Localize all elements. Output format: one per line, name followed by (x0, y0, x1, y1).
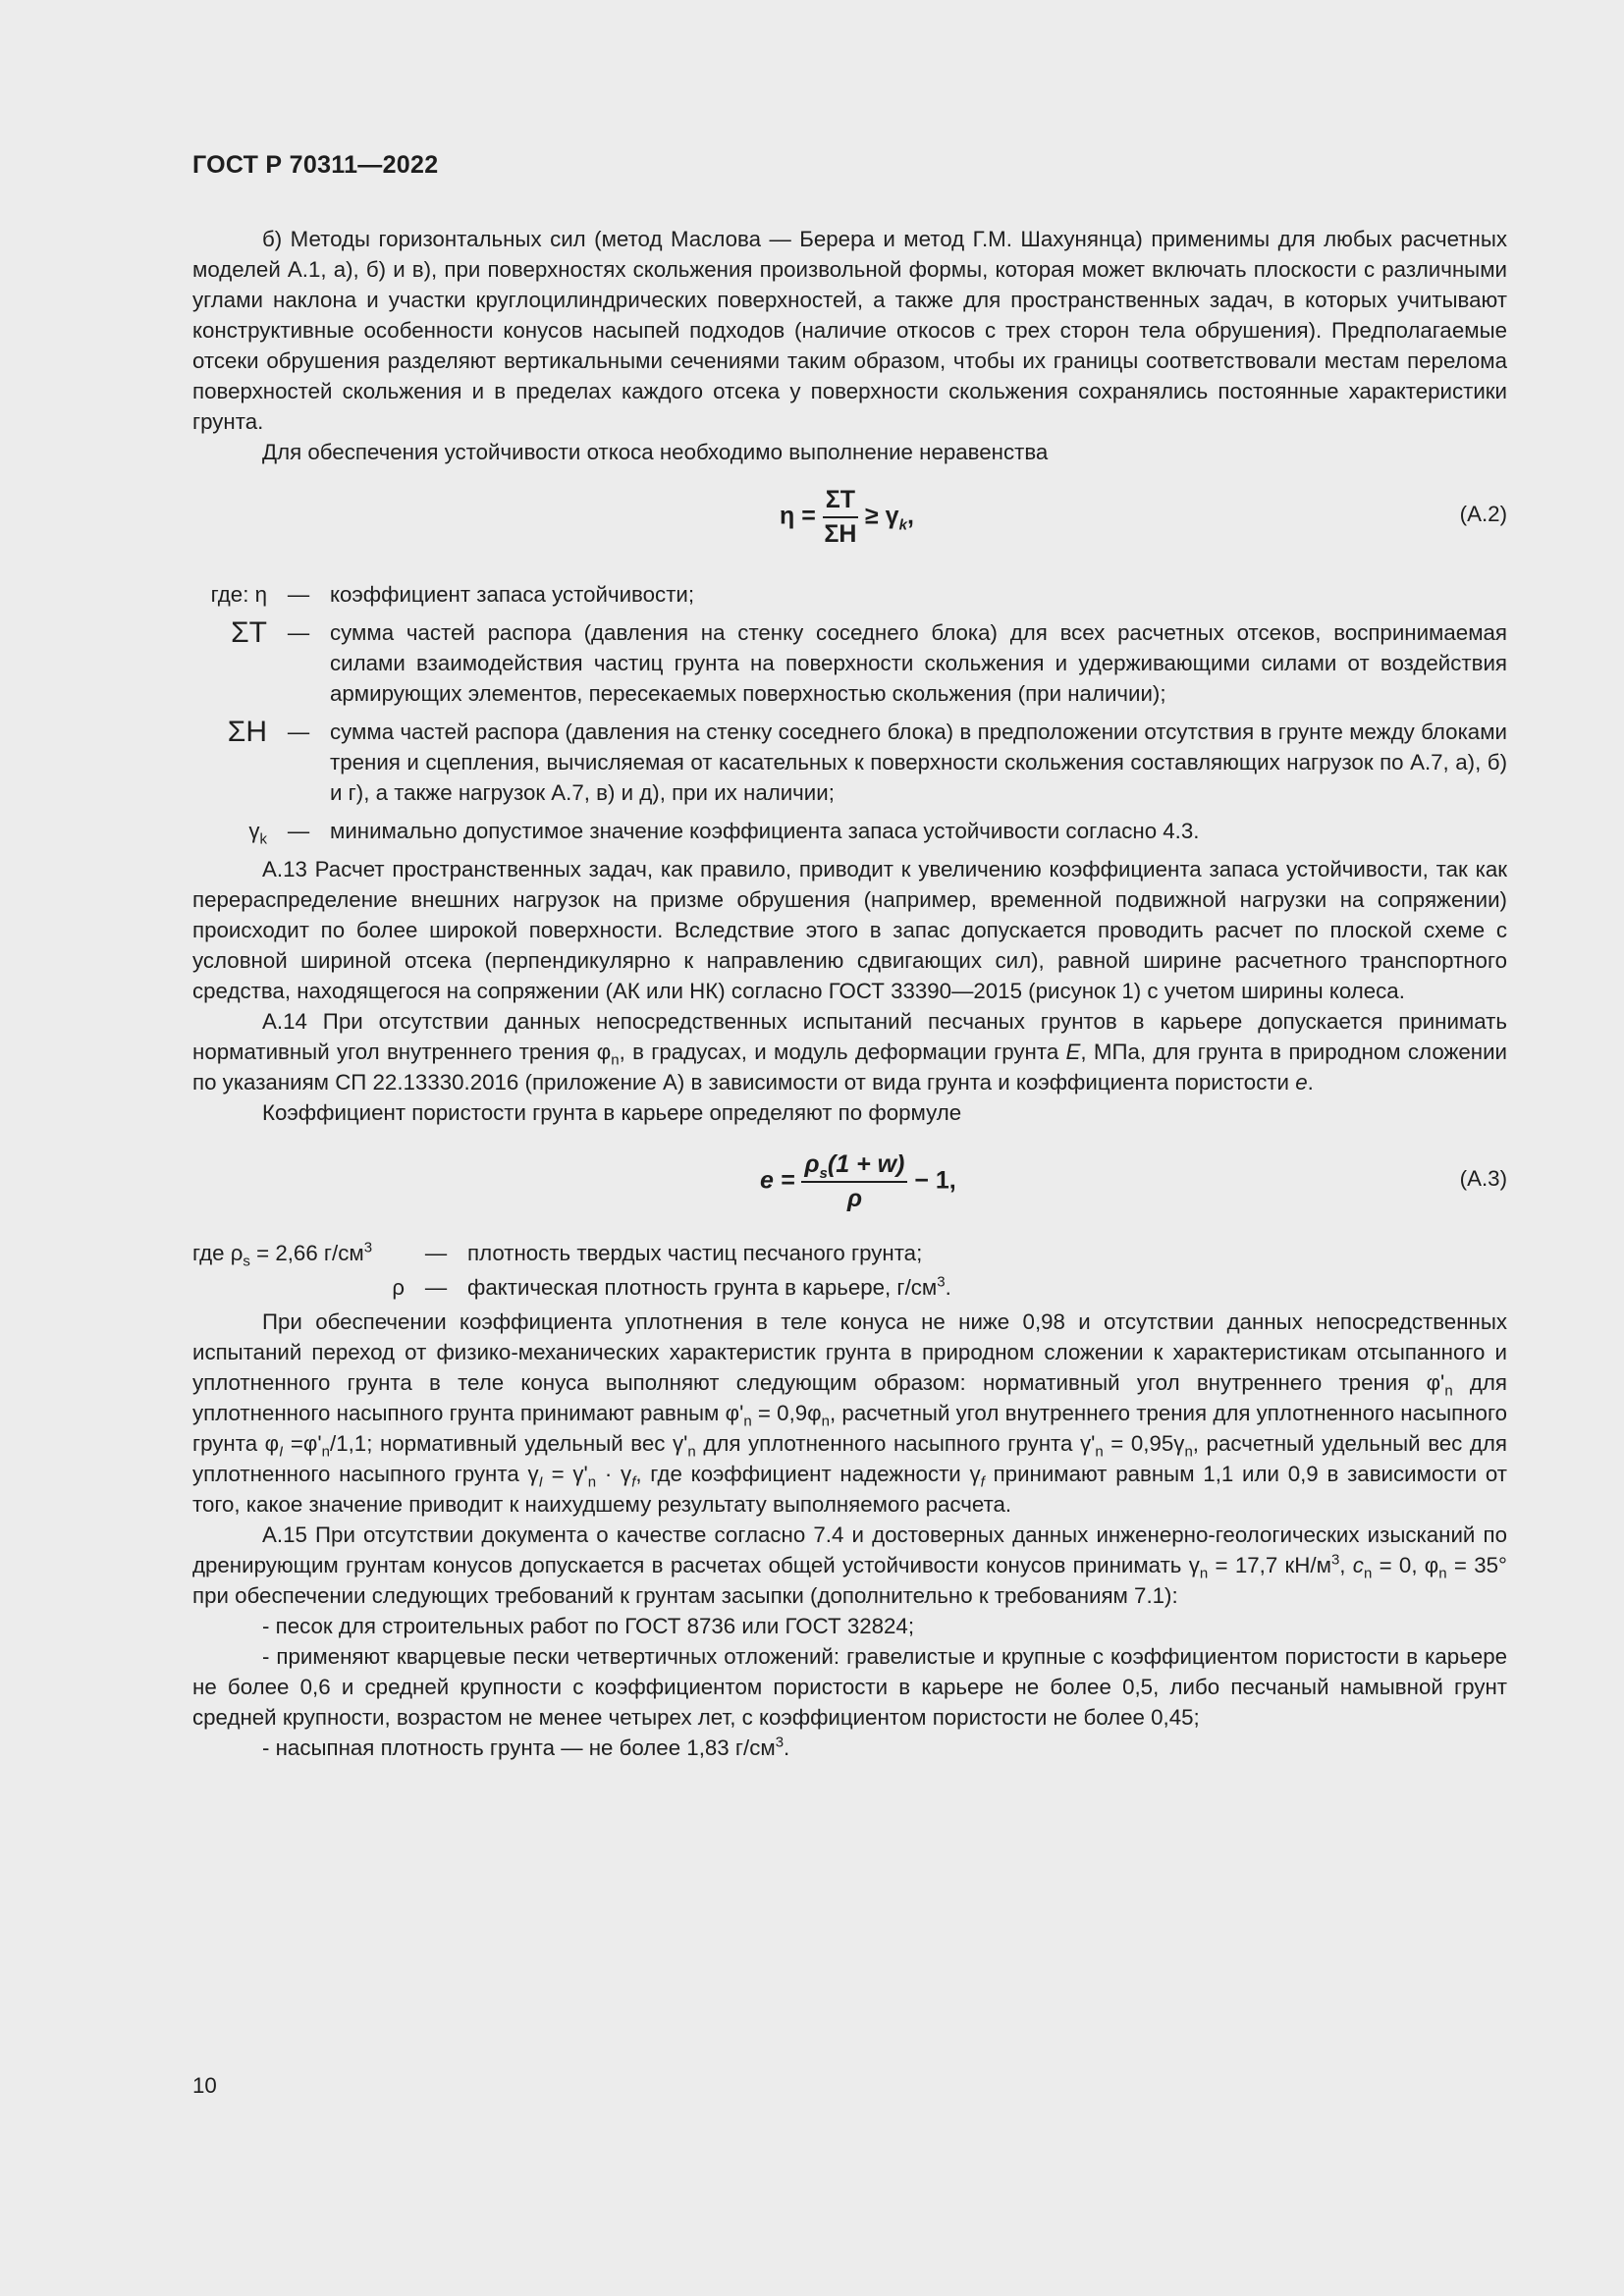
definition-dash: — (287, 819, 310, 843)
paragraph-a15: А.15 При отсутствии документа о качестве согласно 7.4 и достоверных данных инженерно-геологических изысканий по дренирующим грунтам конусов допускается в расчетах общей устойчивости конусов принимать $\gamma_n = 17,7$ $кН/м^3$, $c_n = 0$, $\varphi_n = 35^\circ$ при обеспечении следующих требований к грунтам засыпки (дополнительно к требованиям 7.1): (192, 1522, 1507, 1608)
formula-a2-number: (А.2) (1459, 502, 1507, 526)
definition-rho-s-text: плотность твердых частиц песчаного грунта; (467, 1241, 923, 1265)
formula-a2-fraction (823, 485, 858, 550)
definition-dash: — (287, 582, 310, 607)
paragraph-horizontal-forces: б) Методы горизонтальных сил (метод Маслова — Берера и метод Г.М. Шахунянца) применимы для любых расчетных моделей А.1, а), б) и в), при поверхностях скольжения произвольной формы, которая может включать плоскости с различными углами наклона и участки круглоцилиндрических поверхностей, а также для пространственных задач, в которых учитывают конструктивные особенности конусов насыпей подходов (наличие откосов с трех сторон тела обрушения). Предполагаемые отсеки обрушения разделяют вертикальными сечениями таким образом, чтобы их границы соответствовали местам перелома поверхностей скольжения и в пределах каждого отсека у поверхности скольжения сохранялись постоянные характеристики грунта. (192, 227, 1507, 434)
formula-a2-rhs-end: , (906, 502, 914, 530)
list-item: - применяют кварцевые пески четвертичных отложений: гравелистые и крупные с коэффициентом пористости в карьере не более 0,6 и средней крупности с коэффициентом пористости в карьере не более 0,5, либо песчаный намывной грунт средней крупности, возрастом не менее четырех лет, с коэффициентом пористости не более 0,45; (192, 1644, 1507, 1730)
definition-rho-symbol: ρ (392, 1275, 405, 1300)
requirements-list (192, 1611, 1507, 1763)
definition-eta (192, 579, 1507, 610)
gamma-subscript: k (259, 830, 267, 848)
document-body (192, 224, 1507, 1763)
definition-rho-text: фактическая плотность грунта в карьере, $г/см^3$. (467, 1273, 951, 1300)
document-header: ГОСТ Р 70311—2022 (192, 151, 439, 179)
paragraph-porosity-intro: Коэффициент пористости грунта в карьере определяют по формуле (262, 1100, 962, 1125)
formula-a3-rhs: − 1, (914, 1166, 956, 1195)
gamma-symbol: γ (248, 819, 260, 843)
formula-a2-lhs: η = (780, 502, 816, 530)
formula-a3-numerator: $\rho_s(1 + w)$ (801, 1149, 907, 1183)
formula-a3-expression (760, 1149, 956, 1214)
definition-sum-h (192, 717, 1507, 808)
formula-a2-expression (780, 485, 914, 550)
definition-eta-text: коэффициент запаса устойчивости; (330, 582, 695, 607)
definition-rho-s-symbol: где $\rho_s = 2,66$ $г/см^3$ (192, 1239, 373, 1270)
paragraph-a13: А.13 Расчет пространственных задач, как правило, приводит к увеличению коэффициента запаса устойчивости, так как перераспределение внешних нагрузок на призме обрушения (например, временной подвижной нагрузки на сопряжении) происходит по более широкой поверхности. Вследствие этого в запас допускается проводить расчет по плоской схеме с условной шириной отсека (перпендикулярно к направлению сдвигающих сил), равной ширине расчетного транспортного средства, находящегося на сопряжении (АК или НК) согласно ГОСТ 33390—2015 (рисунок 1) с учетом ширины колеса. (192, 857, 1507, 1003)
list-item: - песок для строительных работ по ГОСТ 8736 или ГОСТ 32824; (262, 1614, 915, 1638)
definition-rho-s (192, 1238, 1507, 1268)
definitions-a2 (192, 579, 1507, 846)
definition-rho (192, 1272, 1507, 1303)
definition-gamma-k-symbol (192, 816, 267, 846)
formula-a3-fraction (801, 1149, 907, 1214)
definitions-a3 (192, 1238, 1507, 1303)
page-number: 10 (192, 2073, 217, 2098)
formula-a3-number: (А.3) (1459, 1166, 1507, 1191)
definition-sum-t-symbol: ΣT (231, 616, 267, 649)
paragraph-inequality-intro: Для обеспечения устойчивости откоса необходимо выполнение неравенства (262, 440, 1049, 464)
definition-sum-t (192, 617, 1507, 709)
formula-a2-rhs-sub: k (898, 516, 907, 534)
formula-a2-numerator: ΣT (823, 485, 858, 518)
paragraph-compaction: При обеспечении коэффициента уплотнения в теле конуса не ниже 0,98 и отсутствии данных непосредственных испытаний переход от физико-механических характеристик грунта в природном сложении к характеристикам отсыпанного и уплотненного грунта в теле конуса выполняют следующим образом: нормативный угол внутреннего трения $\varphi'_n$ для уплотненного насыпного грунта принимают равным $\varphi'_n = 0,9\varphi_n$, расчетный угол внутреннего трения для уплотненного насыпного грунта $\varphi_I =\varphi'_n/1,1$; нормативный удельный вес $\gamma'_n$ для уплотненного насыпного грунта $\gamma'_n = 0,95\gamma_n$, расчетный удельный вес для уплотненного насыпного грунта $\gamma_I = \gamma'_n \cdot \gamma_f$, где коэффициент надежности $\gamma_f$ принимают равным 1,1 или 0,9 в зависимости от того, какое значение приводит к наихудшему результату выполняемого расчета. (192, 1309, 1508, 1517)
definition-sum-h-symbol: ΣH (227, 716, 267, 748)
definition-gamma-k-text: минимально допустимое значение коэффициента запаса устойчивости согласно 4.3. (330, 819, 1200, 843)
definition-sum-t-text: сумма частей распора (давления на стенку соседнего блока) для всех расчетных отсеков, воспринимаемая силами взаимодействия частиц грунта на поверхности скольжения и удерживающими силами от воздействия армирующих элементов, пересекаемых поверхностью скольжения (при наличии); (330, 620, 1507, 706)
formula-a2-rhs: ≥ γ (865, 502, 899, 530)
definition-eta-symbol: где: η (210, 582, 267, 607)
formula-a3 (192, 1128, 1507, 1236)
formula-a3-lhs: e = (760, 1166, 795, 1195)
formula-a2 (192, 467, 1507, 569)
definition-sum-h-text: сумма частей распора (давления на стенку соседнего блока) в предположении отсутствия в грунте между блоками трения и сцепления, вычисляемая от касательных к поверхности скольжения составляющих нагрузок по А.7, а), б) и г), а также нагрузок А.7, в) и д), при их наличии; (330, 720, 1507, 805)
formula-a3-denominator: ρ (846, 1185, 862, 1212)
paragraph-a14: А.14 При отсутствии данных непосредственных испытаний песчаных грунтов в карьере допускается принимать нормативный угол внутреннего трения $\varphi_n$, в градусах, и модуль деформации грунта E, МПа, для грунта в природном сложении по указаниям СП 22.13330.2016 (приложение А) в зависимости от вида грунта и коэффициента пористости e. (192, 1009, 1508, 1095)
definition-dash: — (424, 1241, 448, 1265)
list-item: - насыпная плотность грунта — не более 1,83 $г/см^3$. (262, 1734, 790, 1760)
definition-dash: — (287, 620, 310, 645)
definition-gamma-k (192, 816, 1507, 846)
definition-dash: — (287, 720, 310, 744)
formula-a2-denominator: ΣH (824, 520, 857, 548)
definition-dash: — (424, 1275, 448, 1300)
